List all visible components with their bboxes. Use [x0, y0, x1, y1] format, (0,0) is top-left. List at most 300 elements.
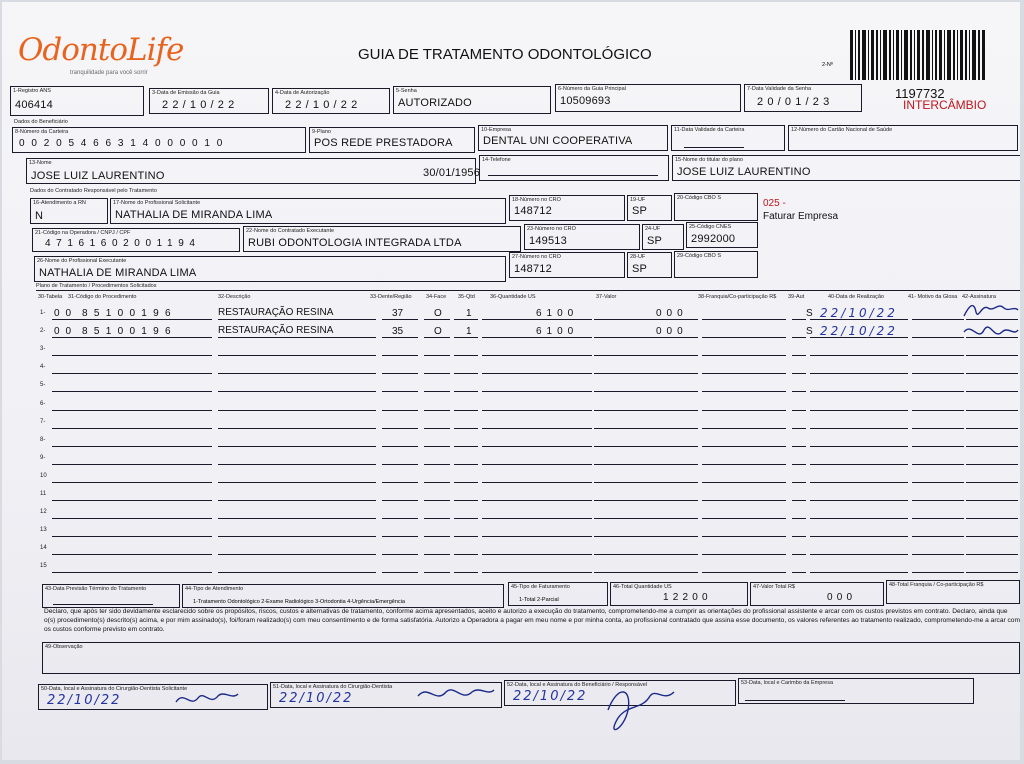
cell-code: 85100196	[82, 308, 177, 319]
cell-ticks	[382, 493, 418, 501]
cell-value: 000	[656, 326, 688, 337]
field-label: 21-Código na Operadora / CNPJ / CPF	[35, 230, 131, 236]
cell-ticks	[810, 366, 908, 374]
field-value: 20/01/23	[757, 96, 834, 108]
field-total-franchise	[886, 580, 1020, 604]
row-1-signature	[960, 298, 1020, 322]
table-row	[2, 378, 1020, 394]
cell-ticks	[382, 511, 418, 519]
field-label: 9-Plano	[312, 129, 331, 135]
cell-ticks	[966, 475, 1018, 483]
cell-ticks	[966, 493, 1018, 501]
logo-text: OdontoLife	[18, 32, 184, 68]
cell-ticks	[966, 384, 1018, 392]
field-value: 22/10/22	[285, 99, 362, 111]
cell-ticks	[382, 366, 418, 374]
birth-date: 30/01/1956	[423, 167, 481, 179]
field-label: 5-Senha	[396, 88, 417, 94]
guide-sheet	[2, 2, 1020, 760]
field-total-us	[610, 582, 748, 606]
field-label: 51-Data, local e Assinatura do Cirurgião-Dentista	[273, 684, 393, 690]
cell-ticks	[792, 439, 806, 447]
cell-ticks	[218, 384, 376, 392]
cell-ticks	[810, 511, 908, 519]
cell-ticks	[424, 421, 450, 429]
field-label: 27-Número no CRO	[512, 254, 561, 260]
field-label: 24-UF	[645, 226, 661, 232]
cell-ticks	[912, 312, 964, 320]
cell-ticks	[792, 312, 806, 320]
field-label: 45-Tipo de Faturamento	[511, 584, 570, 590]
field-value: 00205466314000010	[19, 138, 230, 149]
guide-number: 1197732	[895, 86, 945, 101]
cell-ticks	[792, 403, 806, 411]
field-label: 23-Número no CRO	[527, 226, 576, 232]
table-row	[2, 487, 1020, 503]
field-value: 000	[827, 592, 857, 603]
cell-ticks	[966, 421, 1018, 429]
field-card-number	[12, 127, 306, 153]
cell-ticks	[382, 439, 418, 447]
cell-ticks	[52, 421, 212, 429]
table-row	[2, 505, 1020, 521]
cell-qty-us: 6100	[536, 308, 579, 319]
cell-ticks	[482, 493, 592, 501]
field-holder	[672, 155, 1020, 181]
cell-ticks	[792, 330, 806, 338]
cell-ticks	[382, 403, 418, 411]
cell-ticks	[702, 384, 786, 392]
cell-ticks	[702, 457, 786, 465]
field-value: 148712	[514, 263, 552, 275]
cell-ticks	[966, 439, 1018, 447]
cell-aut: S	[806, 308, 813, 319]
cell-ticks	[810, 457, 908, 465]
field-label: 4-Data de Autorização	[275, 90, 330, 96]
field-options: 1-Tratamento Odontológico 2-Exame Radiológico 3-Ortodontia 4-Urgência/Emergência	[193, 599, 405, 605]
declaration-text: Declaro, que após ter sido devidamente esclarecido sobre os propósitos, riscos, custos e alternativas de tratamento, conforme acima apresentados, aceito e autorizo a execução do tratamento, comprometendo-me a cumprir as orientações do profissional assistente e arcar com os custos previstos em contrato. Declaro, ainda que o(s) procedimento(s) descrito(s) acima, e por mim assinado(s), foi/foram realizado(s) com meu consentimento e de forma satisfatória. Autorizo a Operadora a pagar em meu nome e por minha conta, ao profissional contratado que assina esse documento, os valores referentes ao tratamento realizado, comprometendo-me a arcar com os custos conforme previsto em contrato.	[44, 608, 1020, 633]
col-franchise: 38-Franquia/Co-participação R$	[698, 294, 777, 300]
cell-ticks	[594, 384, 698, 392]
cell-ticks	[594, 511, 698, 519]
cell-ticks	[218, 348, 376, 356]
cell-ticks	[454, 493, 478, 501]
plan-header	[2, 294, 1020, 302]
field-uf-3	[627, 252, 672, 278]
cell-ticks	[810, 529, 908, 537]
cell-value: 000	[656, 308, 688, 319]
cell-ticks	[702, 475, 786, 483]
field-value: DENTAL UNI COOPERATIVA	[483, 135, 633, 147]
cell-ticks	[382, 529, 418, 537]
cell-ticks	[482, 348, 592, 356]
table-row	[2, 415, 1020, 431]
cell-ticks	[792, 366, 806, 374]
cell-ticks	[482, 547, 592, 555]
field-authorization-date	[272, 88, 390, 114]
cell-qty: 1	[466, 326, 472, 337]
cell-ticks	[482, 457, 592, 465]
cell-ticks	[52, 457, 212, 465]
cell-ticks	[218, 475, 376, 483]
field-label: 53-Data, local e Carimbo da Empresa	[741, 680, 834, 686]
field-value: JOSE LUIZ LAURENTINO	[677, 166, 811, 178]
cell-ticks	[810, 348, 908, 356]
cell-ticks	[594, 475, 698, 483]
cell-ticks	[810, 565, 908, 573]
row-number: 10	[40, 473, 47, 479]
field-uf	[627, 195, 672, 221]
cell-ticks	[454, 421, 478, 429]
cell-ticks	[594, 348, 698, 356]
cell-ticks	[218, 403, 376, 411]
cell-ticks	[966, 348, 1018, 356]
cell-ticks	[482, 366, 592, 374]
cell-ticks	[792, 511, 806, 519]
logo-tagline: tranquilidade para você sorrir	[70, 70, 148, 76]
table-row	[2, 451, 1020, 467]
field-value: RUBI ODONTOLOGIA INTEGRADA LTDA	[248, 237, 462, 249]
cell-ticks	[482, 529, 592, 537]
cell-ticks	[218, 493, 376, 501]
field-label: 12-Número do Cartão Nacional de Saúde	[791, 127, 893, 133]
cell-ticks	[966, 403, 1018, 411]
field-contracted-name	[243, 226, 521, 252]
cell-table: 00	[54, 308, 78, 319]
cell-ticks	[912, 529, 964, 537]
cell-ticks	[218, 511, 376, 519]
cell-ticks	[966, 547, 1018, 555]
field-label: 16-Atendimento a RN	[33, 200, 86, 206]
cell-date: 22/10/22	[820, 324, 898, 338]
field-requester	[110, 198, 506, 224]
cell-ticks	[382, 457, 418, 465]
cell-ticks	[792, 457, 806, 465]
table-row	[2, 433, 1020, 449]
cell-ticks	[792, 529, 806, 537]
signature-date: 22/10/22	[279, 691, 354, 706]
field-company	[478, 125, 668, 151]
field-card-validity	[671, 125, 785, 151]
cell-ticks	[792, 348, 806, 356]
plan-divider	[36, 290, 1020, 291]
field-value: 22/10/22	[162, 99, 239, 111]
cell-ticks	[966, 529, 1018, 537]
field-phone	[479, 155, 669, 181]
row-number: 3-	[40, 346, 46, 352]
cell-ticks	[218, 421, 376, 429]
signature-51-mark	[416, 682, 496, 706]
cell-ticks	[792, 475, 806, 483]
cell-ticks	[594, 547, 698, 555]
phone-ticks	[488, 168, 658, 176]
cell-ticks	[966, 565, 1018, 573]
cell-ticks	[912, 493, 964, 501]
field-value: SP	[632, 205, 648, 217]
cell-ticks	[912, 348, 964, 356]
date-ticks	[53, 597, 153, 605]
field-label: 11-Data Validade da Carteira	[674, 127, 745, 133]
cell-ticks	[702, 421, 786, 429]
date-ticks	[684, 140, 744, 148]
row-number: 7-	[40, 419, 46, 425]
cell-ticks	[424, 384, 450, 392]
cell-ticks	[218, 565, 376, 573]
cell-ticks	[424, 493, 450, 501]
field-label: 15-Nome do titular do plano	[675, 157, 743, 163]
cell-ticks	[454, 475, 478, 483]
row-number: 9-	[40, 455, 46, 461]
cell-ticks	[52, 547, 212, 555]
col-qty-us: 36-Quantidade US	[490, 294, 536, 300]
cell-ticks	[810, 421, 908, 429]
cell-ticks	[52, 384, 212, 392]
col-gloss: 41- Motivo da Glosa	[908, 294, 958, 300]
field-value: N	[35, 210, 44, 222]
cell-ticks	[810, 403, 908, 411]
cell-ticks	[424, 547, 450, 555]
cell-ticks	[218, 547, 376, 555]
col-date: 40-Data de Realização	[828, 294, 884, 300]
cell-ticks	[52, 439, 212, 447]
field-label: 18-Número no CRO	[512, 197, 561, 203]
field-value: 149513	[529, 235, 567, 247]
cell-ticks	[912, 547, 964, 555]
cell-ticks	[966, 366, 1018, 374]
cell-ticks	[482, 511, 592, 519]
cell-ticks	[702, 312, 786, 320]
section-beneficiary: Dados do Beneficiário	[14, 119, 68, 125]
field-value: 148712	[514, 205, 552, 217]
table-row	[2, 541, 1020, 557]
field-password-validity	[744, 84, 862, 112]
cell-ticks	[702, 493, 786, 501]
field-end-date	[42, 584, 180, 608]
field-value: SP	[647, 235, 663, 247]
cell-ticks	[424, 475, 450, 483]
signature-date: 22/10/22	[47, 693, 122, 708]
field-value: 406414	[15, 99, 53, 111]
cell-ticks	[792, 384, 806, 392]
cell-ticks	[912, 384, 964, 392]
col-aut: 39-Aut	[788, 294, 805, 300]
cell-ticks	[454, 403, 478, 411]
cell-ticks	[218, 366, 376, 374]
cell-ticks	[482, 475, 592, 483]
cell-ticks	[424, 565, 450, 573]
col-face: 34-Face	[426, 294, 447, 300]
cell-ticks	[52, 565, 212, 573]
field-label: 1-Registro ANS	[13, 88, 51, 94]
cell-tooth: 35	[392, 326, 404, 337]
cell-ticks	[482, 384, 592, 392]
cell-ticks	[702, 565, 786, 573]
field-label: 13-Nome	[29, 160, 52, 166]
cell-ticks	[424, 529, 450, 537]
field-label: 44-Tipo de Atendimento	[185, 586, 244, 592]
cell-qty: 1	[466, 308, 472, 319]
table-row	[2, 397, 1020, 413]
field-name	[26, 158, 481, 184]
field-plan	[309, 127, 475, 153]
cell-face: O	[434, 308, 442, 319]
cell-ticks	[424, 403, 450, 411]
field-main-guide	[555, 84, 741, 112]
signature-52-mark	[598, 680, 678, 740]
field-label: 25-Código CNES	[689, 224, 732, 230]
cell-ticks	[702, 547, 786, 555]
table-row	[2, 324, 1020, 340]
cell-ticks	[382, 348, 418, 356]
cell-ticks	[454, 348, 478, 356]
field-label: 3-Data de Emissão da Guia	[152, 90, 220, 96]
field-observation	[42, 642, 1020, 674]
field-label: 8-Número da Carteira	[15, 129, 69, 135]
field-label: 48-Total Franquia / Co-participação R$	[889, 582, 984, 588]
signature-date: 22/10/22	[513, 689, 588, 704]
cell-ticks	[218, 529, 376, 537]
field-label: 50-Data, local e Assinatura do Cirurgião-Dentista Solicitante	[41, 686, 188, 692]
cell-ticks	[52, 493, 212, 501]
cell-ticks	[454, 457, 478, 465]
field-value: NATHALIA DE MIRANDA LIMA	[115, 209, 273, 221]
cell-ticks	[454, 439, 478, 447]
cell-ticks	[702, 529, 786, 537]
field-attendance-type	[182, 584, 504, 608]
cell-ticks	[424, 348, 450, 356]
cell-ticks	[702, 403, 786, 411]
cell-ticks	[52, 403, 212, 411]
field-label: 29-Código CBO S	[677, 253, 722, 259]
field-rn	[30, 198, 108, 224]
row-number: 5-	[40, 382, 46, 388]
field-label: 26-Nome do Profissional Executante	[37, 258, 127, 264]
cell-ticks	[454, 384, 478, 392]
cell-ticks	[810, 493, 908, 501]
field-cns	[788, 125, 1018, 151]
odontolife-logo	[18, 32, 184, 80]
field-billing-type	[508, 582, 608, 606]
row-number: 2-	[40, 328, 46, 334]
field-signature-53	[738, 678, 974, 704]
cell-ticks	[594, 457, 698, 465]
cell-ticks	[594, 493, 698, 501]
field-label: 22-Nome do Contratado Executante	[246, 228, 335, 234]
cell-ticks	[966, 511, 1018, 519]
field-label: 10-Empresa	[481, 127, 511, 133]
cell-ticks	[594, 529, 698, 537]
cell-ticks	[810, 439, 908, 447]
field-ans	[10, 86, 144, 116]
cell-qty-us: 6100	[536, 326, 579, 337]
cell-ticks	[424, 457, 450, 465]
cell-ticks	[482, 403, 592, 411]
table-row	[2, 306, 1020, 322]
field-label: 19-UF	[630, 197, 646, 203]
col-table: 30-Tabela	[38, 294, 63, 300]
barcode-icon	[850, 30, 986, 80]
cell-ticks	[424, 366, 450, 374]
cell-ticks	[912, 421, 964, 429]
cell-ticks	[382, 384, 418, 392]
field-value: NATHALIA DE MIRANDA LIMA	[39, 267, 197, 279]
field-label: 49-Observação	[45, 644, 83, 650]
field-label: 47-Valor Total R$	[753, 584, 795, 590]
cell-ticks	[482, 439, 592, 447]
table-row	[2, 523, 1020, 539]
cell-tooth: 37	[392, 308, 404, 319]
row-number: 6-	[40, 401, 46, 407]
cell-ticks	[454, 366, 478, 374]
col-code: 31-Código do Procedimento	[68, 294, 137, 300]
field-label: 7-Data Validade da Senha	[747, 86, 812, 92]
field-cnes	[686, 222, 758, 248]
section-plan: Plano de Tratamento / Procedimentos Solicitados	[36, 283, 157, 289]
field-label: 6-Número da Guia Principal	[558, 86, 626, 92]
table-row	[2, 469, 1020, 485]
table-row	[2, 360, 1020, 376]
cell-face: O	[434, 326, 442, 337]
cell-ticks	[218, 439, 376, 447]
cell-aut: S	[806, 326, 813, 337]
cell-ticks	[424, 439, 450, 447]
row-number: 1-	[40, 310, 46, 316]
cell-ticks	[702, 348, 786, 356]
cell-ticks	[382, 421, 418, 429]
cell-ticks	[810, 547, 908, 555]
field-cro-2	[524, 224, 640, 250]
cell-ticks	[52, 511, 212, 519]
cell-ticks	[52, 475, 212, 483]
cell-ticks	[594, 565, 698, 573]
row-number: 4-	[40, 364, 46, 370]
row-number: 14	[40, 545, 47, 551]
cell-code: 85100196	[82, 326, 177, 337]
section-contracted: Dados do Contratado Responsável pelo Tratamento	[30, 188, 157, 194]
field-value: SP	[632, 263, 648, 275]
field-value: POS REDE PRESTADORA	[314, 137, 453, 149]
field-value: AUTORIZADO	[398, 97, 472, 109]
field-value: 10509693	[560, 95, 611, 107]
field-uf-2	[642, 224, 684, 250]
cell-ticks	[792, 565, 806, 573]
field-password	[393, 86, 551, 114]
cell-ticks	[594, 421, 698, 429]
cell-ticks	[912, 511, 964, 519]
row-2-signature	[960, 320, 1020, 346]
cell-ticks	[454, 529, 478, 537]
cell-ticks	[702, 330, 786, 338]
cell-ticks	[218, 457, 376, 465]
col-qty: 35-Qtd	[458, 294, 475, 300]
cell-ticks	[966, 457, 1018, 465]
field-total-value	[750, 582, 884, 606]
cell-ticks	[912, 565, 964, 573]
cell-ticks	[482, 421, 592, 429]
row-number: 15	[40, 563, 47, 569]
cell-ticks	[454, 547, 478, 555]
cell-ticks	[912, 457, 964, 465]
note-text: Faturar Empresa	[763, 211, 839, 222]
row-number: 8-	[40, 437, 46, 443]
cell-ticks	[594, 403, 698, 411]
cell-ticks	[382, 475, 418, 483]
field-cro-3	[509, 252, 625, 278]
field-value: JOSE LUIZ LAURENTINO	[31, 170, 165, 182]
field-cbo-3	[674, 251, 758, 278]
field-label: 46-Total Quantidade US	[613, 584, 672, 590]
field-label: 43-Data Previsão Término do Tratamento	[45, 586, 147, 592]
